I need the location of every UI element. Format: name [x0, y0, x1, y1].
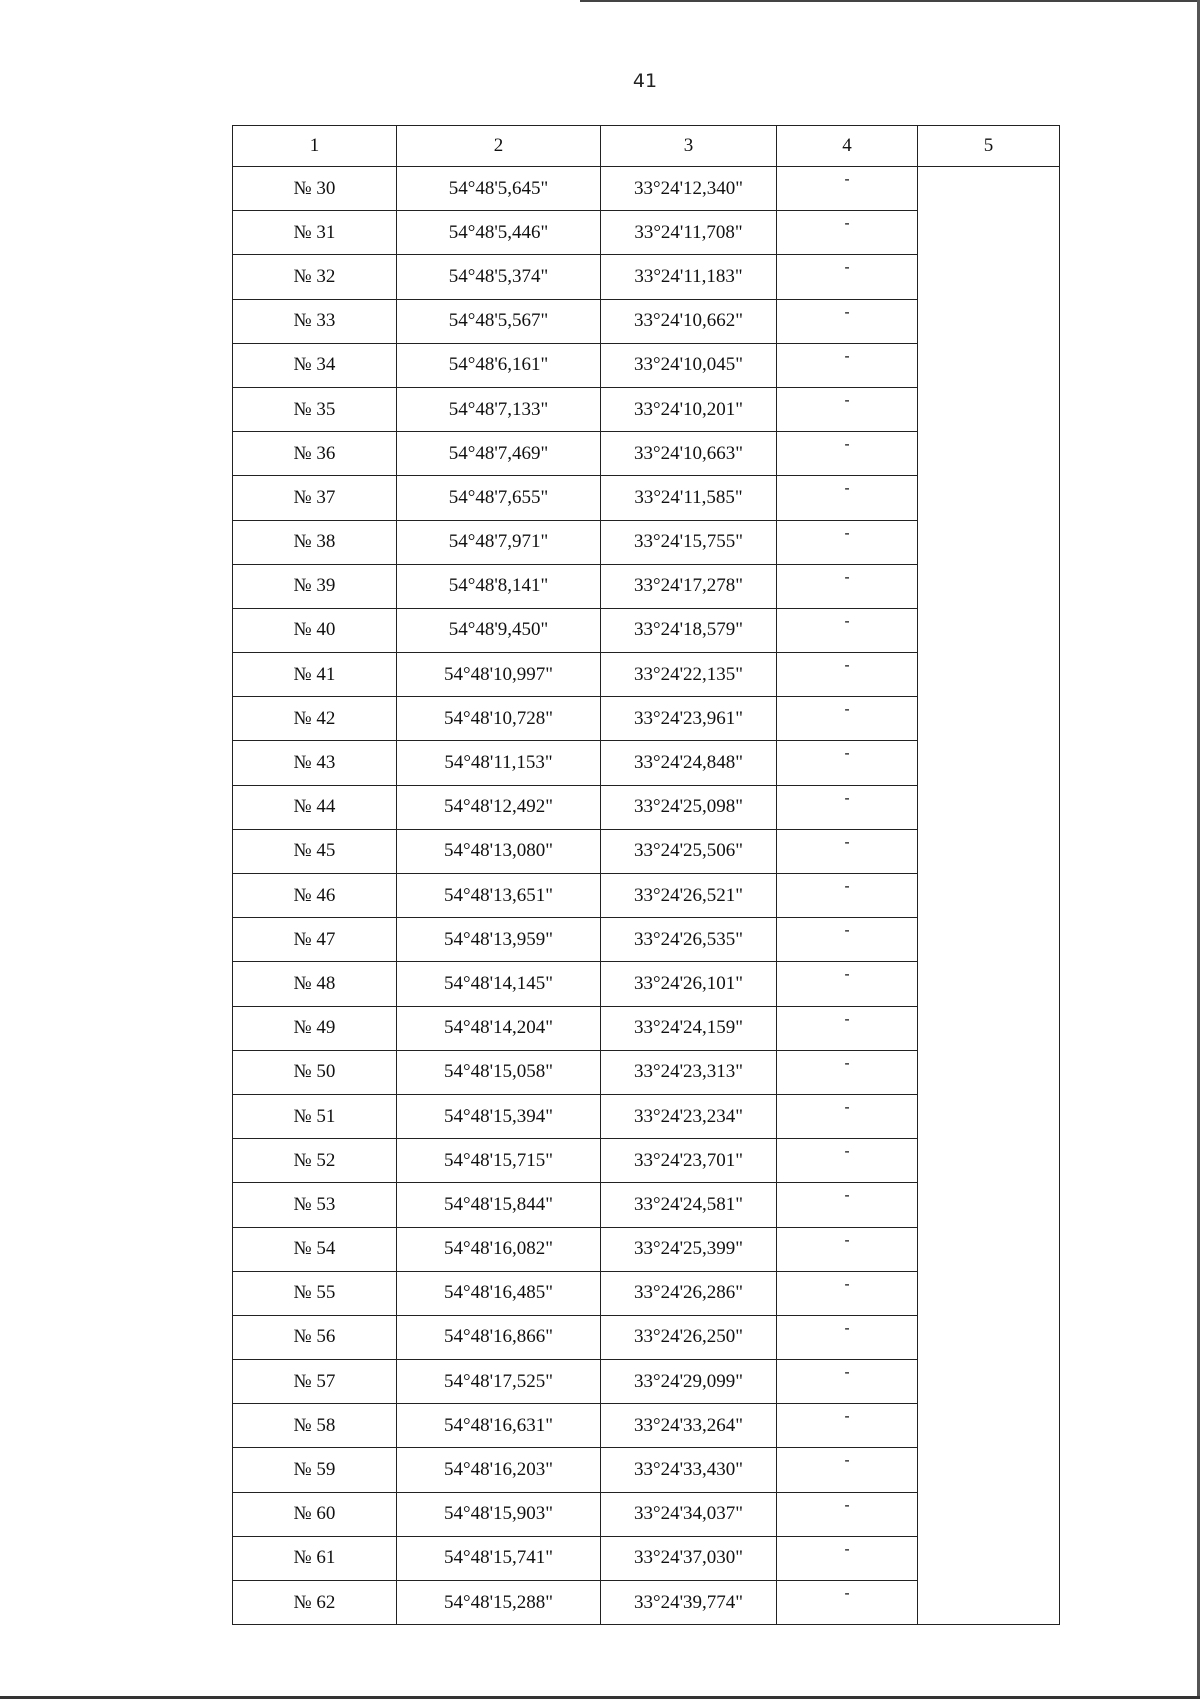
point-cell: № 33 [233, 299, 397, 343]
point-cell: № 32 [233, 255, 397, 299]
longitude-cell: 33°24'10,662" [601, 299, 777, 343]
table-body [233, 167, 1060, 1625]
latitude-cell: 54°48'13,651" [397, 874, 601, 918]
col4-cell: - [777, 299, 918, 343]
point-cell: № 47 [233, 918, 397, 962]
latitude-cell: 54°48'15,394" [397, 1094, 601, 1138]
latitude-cell: 54°48'6,161" [397, 343, 601, 387]
longitude-cell: 33°24'12,340" [601, 167, 777, 211]
point-cell: № 42 [233, 697, 397, 741]
longitude-cell: 33°24'23,701" [601, 1139, 777, 1183]
longitude-cell: 33°24'23,961" [601, 697, 777, 741]
longitude-cell: 33°24'23,313" [601, 1050, 777, 1094]
col4-cell: - [777, 1448, 918, 1492]
latitude-cell: 54°48'16,631" [397, 1404, 601, 1448]
point-cell: № 35 [233, 387, 397, 431]
col4-cell: - [777, 520, 918, 564]
col4-cell: - [777, 608, 918, 652]
point-cell: № 44 [233, 785, 397, 829]
point-cell: № 30 [233, 167, 397, 211]
header-row [233, 126, 1060, 167]
col4-cell: - [777, 167, 918, 211]
longitude-cell: 33°24'26,535" [601, 918, 777, 962]
col4-cell: - [777, 476, 918, 520]
longitude-cell: 33°24'25,399" [601, 1227, 777, 1271]
longitude-cell: 33°24'39,774" [601, 1581, 777, 1625]
latitude-cell: 54°48'15,741" [397, 1536, 601, 1580]
table-row [233, 167, 1060, 211]
point-cell: № 52 [233, 1139, 397, 1183]
longitude-cell: 33°24'24,581" [601, 1183, 777, 1227]
latitude-cell: 54°48'7,469" [397, 432, 601, 476]
col4-cell: - [777, 874, 918, 918]
longitude-cell: 33°24'22,135" [601, 653, 777, 697]
col4-cell: - [777, 255, 918, 299]
col4-cell: - [777, 564, 918, 608]
longitude-cell: 33°24'26,286" [601, 1271, 777, 1315]
col4-cell: - [777, 1492, 918, 1536]
latitude-cell: 54°48'16,203" [397, 1448, 601, 1492]
col4-cell: - [777, 697, 918, 741]
latitude-cell: 54°48'12,492" [397, 785, 601, 829]
header-col-2: 2 [397, 126, 601, 167]
col4-cell: - [777, 343, 918, 387]
longitude-cell: 33°24'17,278" [601, 564, 777, 608]
latitude-cell: 54°48'15,058" [397, 1050, 601, 1094]
longitude-cell: 33°24'10,045" [601, 343, 777, 387]
col4-cell: - [777, 918, 918, 962]
point-cell: № 36 [233, 432, 397, 476]
longitude-cell: 33°24'37,030" [601, 1536, 777, 1580]
col4-cell: - [777, 1315, 918, 1359]
col4-cell: - [777, 1271, 918, 1315]
longitude-cell: 33°24'11,708" [601, 211, 777, 255]
latitude-cell: 54°48'16,485" [397, 1271, 601, 1315]
longitude-cell: 33°24'34,037" [601, 1492, 777, 1536]
point-cell: № 48 [233, 962, 397, 1006]
col4-cell: - [777, 785, 918, 829]
latitude-cell: 54°48'15,903" [397, 1492, 601, 1536]
col4-cell: - [777, 1360, 918, 1404]
col4-cell: - [777, 962, 918, 1006]
point-cell: № 60 [233, 1492, 397, 1536]
latitude-cell: 54°48'11,153" [397, 741, 601, 785]
col4-cell: - [777, 1183, 918, 1227]
point-cell: № 54 [233, 1227, 397, 1271]
col4-cell: - [777, 653, 918, 697]
latitude-cell: 54°48'14,204" [397, 1006, 601, 1050]
col5-blank-cell [918, 167, 1060, 1625]
header-col-5: 5 [918, 126, 1060, 167]
header-col-4: 4 [777, 126, 918, 167]
latitude-cell: 54°48'7,133" [397, 387, 601, 431]
col4-cell: - [777, 741, 918, 785]
latitude-cell: 54°48'5,446" [397, 211, 601, 255]
point-cell: № 46 [233, 874, 397, 918]
latitude-cell: 54°48'15,715" [397, 1139, 601, 1183]
point-cell: № 45 [233, 829, 397, 873]
coordinates-table [232, 125, 1060, 1625]
point-cell: № 61 [233, 1536, 397, 1580]
latitude-cell: 54°48'5,374" [397, 255, 601, 299]
page-number: 41 [632, 70, 658, 92]
longitude-cell: 33°24'25,098" [601, 785, 777, 829]
longitude-cell: 33°24'11,183" [601, 255, 777, 299]
longitude-cell: 33°24'18,579" [601, 608, 777, 652]
header-col-3: 3 [601, 126, 777, 167]
point-cell: № 55 [233, 1271, 397, 1315]
longitude-cell: 33°24'26,101" [601, 962, 777, 1006]
col4-cell: - [777, 1050, 918, 1094]
longitude-cell: 33°24'29,099" [601, 1360, 777, 1404]
point-cell: № 41 [233, 653, 397, 697]
col4-cell: - [777, 1006, 918, 1050]
point-cell: № 31 [233, 211, 397, 255]
latitude-cell: 54°48'15,288" [397, 1581, 601, 1625]
point-cell: № 39 [233, 564, 397, 608]
latitude-cell: 54°48'16,866" [397, 1315, 601, 1359]
longitude-cell: 33°24'33,430" [601, 1448, 777, 1492]
point-cell: № 58 [233, 1404, 397, 1448]
point-cell: № 59 [233, 1448, 397, 1492]
point-cell: № 51 [233, 1094, 397, 1138]
longitude-cell: 33°24'15,755" [601, 520, 777, 564]
longitude-cell: 33°24'24,848" [601, 741, 777, 785]
col4-cell: - [777, 1404, 918, 1448]
col4-cell: - [777, 1094, 918, 1138]
longitude-cell: 33°24'11,585" [601, 476, 777, 520]
point-cell: № 49 [233, 1006, 397, 1050]
point-cell: № 62 [233, 1581, 397, 1625]
col4-cell: - [777, 829, 918, 873]
longitude-cell: 33°24'33,264" [601, 1404, 777, 1448]
latitude-cell: 54°48'5,645" [397, 167, 601, 211]
col4-cell: - [777, 1227, 918, 1271]
point-cell: № 37 [233, 476, 397, 520]
point-cell: № 50 [233, 1050, 397, 1094]
point-cell: № 56 [233, 1315, 397, 1359]
col4-cell: - [777, 1581, 918, 1625]
scan-edge-top [580, 0, 1200, 2]
header-col-1: 1 [233, 126, 397, 167]
longitude-cell: 33°24'25,506" [601, 829, 777, 873]
latitude-cell: 54°48'8,141" [397, 564, 601, 608]
latitude-cell: 54°48'14,145" [397, 962, 601, 1006]
latitude-cell: 54°48'17,525" [397, 1360, 601, 1404]
col4-cell: - [777, 211, 918, 255]
latitude-cell: 54°48'7,971" [397, 520, 601, 564]
latitude-cell: 54°48'7,655" [397, 476, 601, 520]
table-header [233, 126, 1060, 167]
point-cell: № 53 [233, 1183, 397, 1227]
longitude-cell: 33°24'26,250" [601, 1315, 777, 1359]
latitude-cell: 54°48'13,959" [397, 918, 601, 962]
point-cell: № 57 [233, 1360, 397, 1404]
latitude-cell: 54°48'10,728" [397, 697, 601, 741]
latitude-cell: 54°48'9,450" [397, 608, 601, 652]
longitude-cell: 33°24'10,663" [601, 432, 777, 476]
latitude-cell: 54°48'15,844" [397, 1183, 601, 1227]
col4-cell: - [777, 1536, 918, 1580]
point-cell: № 43 [233, 741, 397, 785]
col4-cell: - [777, 432, 918, 476]
point-cell: № 40 [233, 608, 397, 652]
point-cell: № 38 [233, 520, 397, 564]
col4-cell: - [777, 387, 918, 431]
latitude-cell: 54°48'5,567" [397, 299, 601, 343]
point-cell: № 34 [233, 343, 397, 387]
latitude-cell: 54°48'13,080" [397, 829, 601, 873]
longitude-cell: 33°24'26,521" [601, 874, 777, 918]
latitude-cell: 54°48'16,082" [397, 1227, 601, 1271]
longitude-cell: 33°24'10,201" [601, 387, 777, 431]
longitude-cell: 33°24'24,159" [601, 1006, 777, 1050]
col4-cell: - [777, 1139, 918, 1183]
latitude-cell: 54°48'10,997" [397, 653, 601, 697]
longitude-cell: 33°24'23,234" [601, 1094, 777, 1138]
